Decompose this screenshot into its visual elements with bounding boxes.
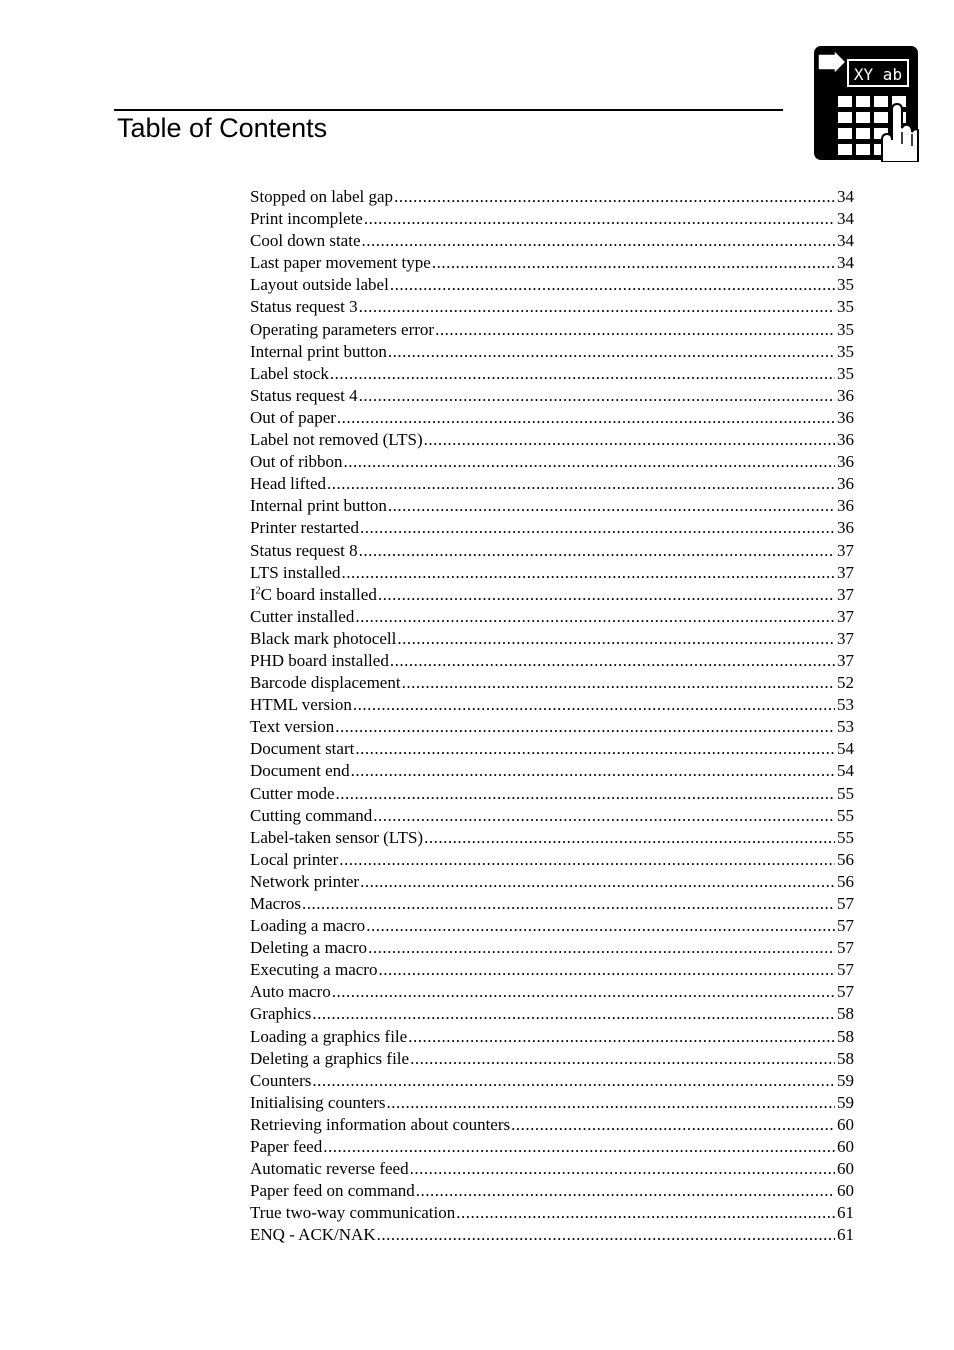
toc-entry-title-text: Stopped on label gap [250, 187, 394, 206]
toc-entry-title-text: Last paper movement type [250, 253, 431, 273]
page-title: Table of Contents [117, 113, 328, 143]
toc-entry[interactable] [250, 1026, 854, 1048]
toc-entry-title [250, 540, 359, 562]
toc-entry[interactable] [250, 584, 854, 606]
toc-entry-title-text: Out of paper [250, 407, 336, 427]
toc-entry-title [250, 1224, 377, 1246]
toc-dot-leader [360, 871, 835, 893]
toc-entry-title [250, 1114, 511, 1136]
toc-entry-title-text: Automatic reverse feed [250, 1159, 409, 1179]
toc-entry[interactable] [250, 407, 854, 429]
toc-entry-page: 37 [837, 628, 854, 648]
toc-dot-leader [355, 606, 835, 628]
toc-entry-page: 57 [837, 894, 854, 913]
toc-entry-title [250, 473, 327, 495]
toc-entry[interactable] [250, 805, 854, 827]
toc-entry-page: 36 [837, 518, 854, 538]
toc-entry-title-text: Status request 4 [250, 385, 358, 405]
toc-list [250, 186, 854, 1247]
toc-entry-page: 60 [837, 1181, 854, 1201]
toc-entry-title-text: Deleting a macro [250, 938, 368, 958]
toc-dot-leader [344, 451, 835, 473]
toc-dot-leader [373, 805, 835, 827]
toc-entry-title-text: Out of ribbon [250, 452, 343, 472]
toc-dot-leader [435, 319, 835, 341]
toc-entry-title [250, 1202, 456, 1224]
toc-entry[interactable] [250, 1070, 854, 1092]
toc-dot-leader [410, 1048, 835, 1070]
toc-entry[interactable] [250, 628, 854, 650]
toc-entry[interactable] [250, 540, 854, 562]
toc-entry-title-text: Print incomplete [250, 209, 363, 229]
toc-entry-title [250, 606, 355, 628]
toc-entry-page: 37 [837, 606, 854, 626]
toc-entry-page: 55 [837, 805, 854, 825]
toc-entry-title-text: Initialising counters [250, 1092, 386, 1112]
toc-entry-title-text: PHD board installed [250, 650, 389, 670]
toc-dot-leader [359, 540, 835, 562]
toc-entry-page: 35 [837, 341, 854, 361]
toc-entry-page: 36 [837, 474, 854, 494]
toc-entry[interactable] [250, 429, 854, 451]
toc-entry-page: 35 [837, 363, 854, 383]
toc-entry-title-text: Network printer [250, 871, 360, 891]
toc-entry-title-text: Cutting command [250, 805, 373, 825]
toc-entry-title [250, 716, 335, 738]
toc-entry-title-text: Internal print button [250, 496, 387, 516]
toc-entry-page: 54 [837, 761, 854, 781]
toc-entry-title-text: LTS installed [250, 562, 341, 582]
toc-entry-title [250, 672, 402, 694]
toc-entry[interactable] [250, 1092, 854, 1114]
toc-dot-leader [432, 252, 835, 274]
toc-entry-title [250, 451, 344, 473]
toc-entry-title-text: Counters [250, 1070, 312, 1090]
toc-entry[interactable] [250, 296, 854, 318]
toc-entry-title-text: Retrieving information about counters [250, 1114, 511, 1134]
toc-entry-page: 60 [837, 1137, 854, 1157]
toc-entry-title [250, 429, 424, 451]
toc-entry[interactable] [250, 1224, 854, 1246]
toc-entry-page: 55 [837, 783, 854, 803]
toc-entry-title [250, 296, 359, 318]
toc-entry-page: 37 [837, 584, 854, 604]
toc-dot-leader [456, 1202, 835, 1224]
toc-entry-title [250, 495, 388, 517]
toc-entry-page: 36 [837, 496, 854, 516]
toc-entry-page: 34 [837, 187, 854, 206]
toc-entry-title [250, 341, 388, 363]
toc-entry-title-text: Loading a macro [250, 916, 366, 936]
toc-entry[interactable] [250, 252, 854, 274]
toc-dot-leader [408, 1026, 835, 1048]
toc-entry-title-text: Document end [250, 761, 350, 781]
toc-entry-title [250, 1092, 387, 1114]
toc-entry-title-text: ENQ - ACK/NAK [250, 1225, 376, 1245]
toc-dot-leader [330, 363, 835, 385]
toc-entry-title-text: Loading a graphics file [250, 1026, 408, 1046]
toc-dot-leader [416, 1180, 835, 1202]
toc-entry-title-text: Label not removed (LTS) [250, 430, 423, 450]
toc-entry[interactable] [250, 1202, 854, 1224]
toc-dot-leader [353, 694, 835, 716]
toc-entry-title [250, 1180, 416, 1202]
toc-entry-page: 53 [837, 717, 854, 737]
toc-dot-leader [364, 208, 835, 230]
toc-entry[interactable] [250, 738, 854, 760]
toc-entry[interactable] [250, 186, 854, 208]
toc-dot-leader [360, 517, 835, 539]
toc-entry[interactable] [250, 937, 854, 959]
toc-entry[interactable] [250, 1114, 854, 1136]
toc-entry-title-text: Paper feed [250, 1137, 323, 1157]
toc-entry[interactable] [250, 716, 854, 738]
toc-entry-page: 61 [837, 1203, 854, 1223]
toc-entry-title-text: Layout outside label [250, 275, 389, 295]
toc-dot-leader [312, 1003, 835, 1025]
toc-entry-title-text: Auto macro [250, 982, 331, 1002]
toc-entry-title [250, 1003, 312, 1025]
toc-dot-leader [511, 1114, 835, 1136]
toc-entry[interactable] [250, 1158, 854, 1180]
toc-dot-leader [424, 429, 835, 451]
toc-dot-leader [410, 1158, 835, 1180]
toc-entry-title [250, 584, 378, 606]
toc-dot-leader [337, 407, 835, 429]
toc-entry-page: 35 [837, 297, 854, 317]
toc-dot-leader [355, 738, 835, 760]
toc-entry[interactable] [250, 230, 854, 252]
toc-entry-page: 36 [837, 385, 854, 405]
toc-entry[interactable] [250, 319, 854, 341]
toc-dot-leader [388, 495, 835, 517]
toc-entry[interactable] [250, 451, 854, 473]
toc-dot-leader [302, 893, 835, 915]
toc-entry-title [250, 937, 368, 959]
toc-entry-title [250, 738, 355, 760]
toc-dot-leader [342, 562, 835, 584]
toc-dot-leader [390, 650, 835, 672]
toc-entry[interactable] [250, 495, 854, 517]
toc-entry[interactable] [250, 1048, 854, 1070]
toc-entry-title [250, 805, 373, 827]
toc-entry-title-text: Paper feed on command [250, 1181, 415, 1201]
toc-entry-page: 56 [837, 871, 854, 891]
logo-text: XY ab [853, 65, 903, 84]
toc-entry-page: 53 [837, 695, 854, 715]
toc-entry[interactable] [250, 208, 854, 230]
toc-dot-leader [332, 981, 835, 1003]
toc-entry-title [250, 363, 330, 385]
toc-entry-title-text: Head lifted [250, 474, 326, 494]
toc-entry[interactable] [250, 650, 854, 672]
toc-entry-title-text: Barcode displacement [250, 673, 401, 693]
toc-entry-title [250, 893, 302, 915]
toc-dot-leader [387, 1092, 835, 1114]
toc-entry-title [250, 628, 397, 650]
toc-entry-page: 56 [837, 849, 854, 869]
toc-dot-leader [336, 783, 835, 805]
toc-dot-leader [359, 296, 835, 318]
toc-entry[interactable] [250, 672, 854, 694]
toc-dot-leader [397, 628, 835, 650]
toc-entry-title [250, 783, 336, 805]
toc-entry-page: 34 [837, 231, 854, 251]
toc-dot-leader [378, 959, 835, 981]
toc-entry-page: 37 [837, 650, 854, 670]
toc-entry-title-text: Graphics [250, 1004, 312, 1024]
toc-entry[interactable] [250, 606, 854, 628]
toc-entry-page: 58 [837, 1048, 854, 1068]
toc-entry-title [250, 186, 394, 208]
toc-entry-title [250, 407, 337, 429]
toc-entry-title-text: Macros [250, 894, 301, 913]
toc-entry-page: 58 [837, 1004, 854, 1024]
toc-entry-title-text: Status request 3 [250, 297, 358, 317]
toc-entry[interactable] [250, 981, 854, 1003]
toc-entry-page: 36 [837, 452, 854, 472]
toc-entry-title [250, 274, 390, 296]
toc-entry-page: 57 [837, 938, 854, 958]
toc-entry-page: 37 [837, 540, 854, 560]
toc-entry-page: 54 [837, 739, 854, 759]
toc-entry-title [250, 562, 342, 584]
toc-entry-page: 52 [837, 673, 854, 693]
toc-entry-page: 60 [837, 1114, 854, 1134]
toc-dot-leader [351, 760, 835, 782]
toc-entry-page: 35 [837, 319, 854, 339]
toc-entry-title [250, 849, 339, 871]
toc-entry[interactable] [250, 363, 854, 385]
toc-dot-leader [368, 937, 835, 959]
toc-entry-page: 35 [837, 275, 854, 295]
toc-entry-title-text: Printer restarted [250, 518, 360, 538]
toc-entry-page: 34 [837, 209, 854, 229]
toc-entry-title-text: Status request 8 [250, 540, 358, 560]
toc-entry-title [250, 981, 332, 1003]
toc-dot-leader [390, 274, 835, 296]
toc-entry[interactable] [250, 871, 854, 893]
toc-entry-page: 57 [837, 982, 854, 1002]
toc-entry-title-text: Operating parameters error [250, 319, 435, 339]
toc-entry[interactable] [250, 385, 854, 407]
toc-entry-title-text: HTML version [250, 695, 352, 715]
toc-entry-title-superscript: 2 [255, 585, 261, 597]
toc-entry-page: 55 [837, 827, 854, 847]
toc-entry-title-text: Label stock [250, 363, 329, 383]
keypad-hand-icon [812, 44, 920, 162]
toc-entry[interactable] [250, 517, 854, 539]
toc-entry[interactable] [250, 341, 854, 363]
toc-entry[interactable] [250, 1136, 854, 1158]
toc-entry[interactable] [250, 473, 854, 495]
toc-dot-leader [359, 385, 835, 407]
toc-entry-title [250, 827, 424, 849]
toc-dot-leader [335, 716, 835, 738]
toc-entry-title [250, 760, 351, 782]
toc-entry-page: 59 [837, 1070, 854, 1090]
toc-dot-leader [424, 827, 835, 849]
toc-entry-title-text: Label-taken sensor (LTS) [250, 827, 424, 847]
toc-entry[interactable] [250, 1180, 854, 1202]
toc-entry-page: 58 [837, 1026, 854, 1046]
toc-entry-title [250, 871, 360, 893]
toc-entry-title [250, 1158, 410, 1180]
toc-entry-title [250, 385, 359, 407]
toc-dot-leader [323, 1136, 835, 1158]
toc-entry[interactable] [250, 959, 854, 981]
toc-entry-title-text: Local printer [250, 849, 339, 869]
toc-entry-page: 61 [837, 1225, 854, 1245]
toc-dot-leader [377, 1224, 835, 1246]
toc-entry-title-text: Black mark photocell [250, 628, 397, 648]
toc-entry-title [250, 694, 353, 716]
toc-dot-leader [388, 341, 835, 363]
toc-entry-title-text: Document start [250, 739, 355, 759]
toc-entry-title-text: Deleting a graphics file [250, 1048, 410, 1068]
toc-entry-page: 60 [837, 1159, 854, 1179]
toc-entry-page: 57 [837, 960, 854, 980]
toc-entry-page: 37 [837, 562, 854, 582]
toc-entry-title [250, 650, 390, 672]
toc-entry[interactable] [250, 562, 854, 584]
toc-entry-title-prefix: I [250, 584, 256, 604]
toc-entry-title [250, 1048, 410, 1070]
toc-entry[interactable] [250, 760, 854, 782]
toc-dot-leader [378, 584, 835, 606]
toc-entry[interactable] [250, 893, 854, 915]
toc-entry-page: 59 [837, 1092, 854, 1112]
toc-entry-page: 36 [837, 430, 854, 450]
toc-dot-leader [366, 915, 835, 937]
toc-dot-leader [402, 672, 835, 694]
toc-entry-title-text: Internal print button [250, 341, 387, 361]
toc-entry-page: 57 [837, 916, 854, 936]
toc-dot-leader [312, 1070, 835, 1092]
toc-entry[interactable] [250, 783, 854, 805]
toc-entry-page: 36 [837, 407, 854, 427]
toc-dot-leader [394, 186, 835, 208]
toc-entry-title-text: Cool down state [250, 231, 361, 251]
toc-entry-title [250, 1136, 323, 1158]
toc-dot-leader [362, 230, 836, 252]
toc-entry-title [250, 915, 366, 937]
toc-entry-title-text: Executing a macro [250, 960, 378, 980]
toc-dot-leader [327, 473, 835, 495]
toc-entry-title-text: C board installed [260, 584, 377, 604]
toc-entry-title [250, 319, 435, 341]
toc-entry-title [250, 230, 362, 252]
toc-entry[interactable] [250, 1003, 854, 1025]
toc-entry[interactable] [250, 827, 854, 849]
toc-entry[interactable] [250, 849, 854, 871]
toc-entry[interactable] [250, 915, 854, 937]
toc-entry-title-text: Text version [250, 717, 335, 737]
toc-entry-title [250, 1026, 408, 1048]
toc-entry-title [250, 517, 360, 539]
toc-entry[interactable] [250, 694, 854, 716]
toc-entry-page: 34 [837, 253, 854, 273]
toc-dot-leader [339, 849, 835, 871]
toc-entry-title [250, 208, 364, 230]
toc-entry-title [250, 959, 378, 981]
toc-entry-title-text: True two-way communication [250, 1203, 456, 1223]
toc-entry-title [250, 252, 432, 274]
toc-entry[interactable] [250, 274, 854, 296]
toc-entry-title-text: Cutter installed [250, 606, 355, 626]
toc-entry-title-text: Cutter mode [250, 783, 335, 803]
toc-entry-title [250, 1070, 312, 1092]
